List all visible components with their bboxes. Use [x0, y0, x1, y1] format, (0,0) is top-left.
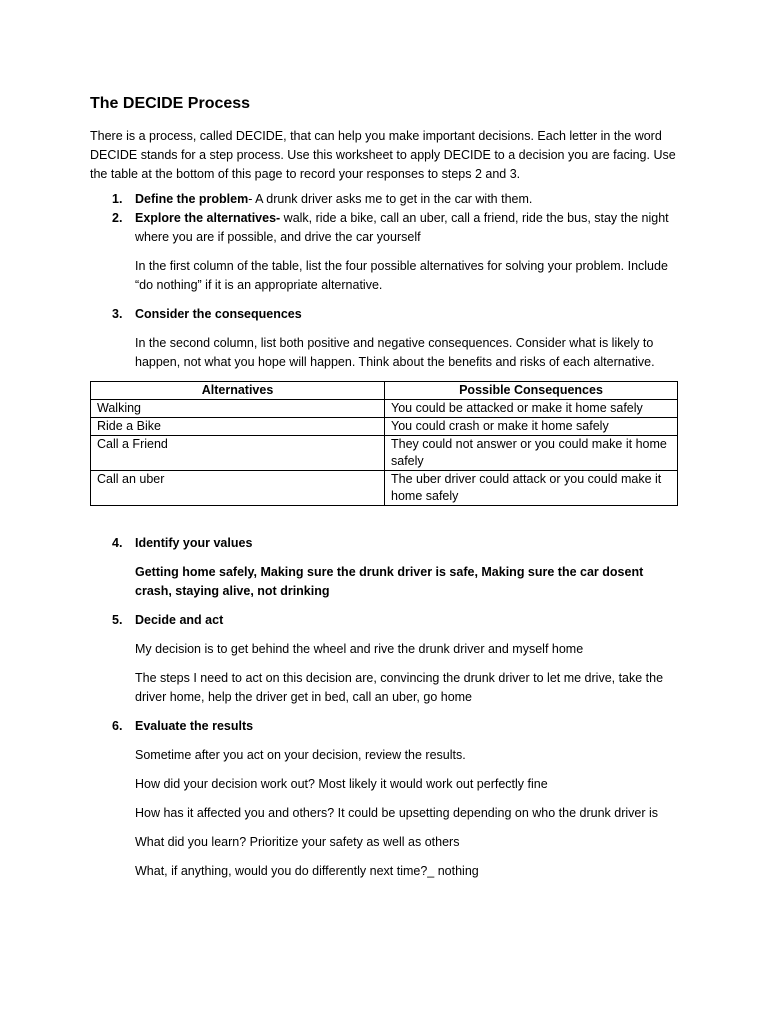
step-2-number: 2. [112, 211, 123, 225]
step-6-question-1: How did your decision work out? Most likely it would work out perfectly fine [135, 777, 548, 791]
step-6 [90, 717, 678, 736]
step-3-number: 3. [112, 307, 123, 321]
table-cell-alternative: Walking [91, 400, 385, 418]
table-row [91, 436, 678, 471]
table-cell-consequence: You could be attacked or make it home safely [385, 400, 678, 418]
step-4-title: Identify your values [135, 536, 253, 550]
step-5-decision: My decision is to get behind the wheel and rive the drunk driver and myself home [135, 642, 584, 656]
table-header-consequences: Possible Consequences [385, 382, 678, 400]
step-6-question-3: What did you learn? Prioritize your safety as well as others [135, 835, 460, 849]
step-6-number: 6. [112, 719, 123, 733]
step-1 [90, 190, 678, 209]
table-cell-alternative: Call an uber [91, 471, 385, 506]
step-5 [90, 611, 678, 630]
table-row [91, 418, 678, 436]
step-5-steps: The steps I need to act on this decision are, convincing the drunk driver to let me drive, take the driver home, help the driver get in bed, call an uber, go home [135, 671, 664, 704]
table-cell-alternative: Call a Friend [91, 436, 385, 471]
page-title: The DECIDE Process [90, 95, 251, 112]
step-6-title: Evaluate the results [135, 719, 254, 733]
step-2-note: In the first column of the table, list the four possible alternatives for solving your problem. Include “do nothing” if it is an appropriate alternative. [135, 259, 668, 292]
table-cell-consequence: You could crash or make it home safely [385, 418, 678, 436]
table-row [91, 400, 678, 418]
step-2-text: walk, ride a bike, call an uber, call a friend, ride the bus, stay the night where you are if possible, and drive the car yourself [135, 211, 669, 244]
table-row [91, 471, 678, 506]
step-3 [90, 305, 678, 324]
step-6-question-4: What, if anything, would you do differently next time?_ nothing [135, 864, 479, 878]
step-2-title: Explore the alternatives- [135, 211, 281, 225]
table-header-alternatives: Alternatives [91, 382, 385, 400]
step-4 [90, 534, 678, 553]
step-6-question-2: How has it affected you and others? It could be upsetting depending on who the drunk driver is [135, 806, 659, 820]
table-cell-consequence: The uber driver could attack or you could make it home safely [385, 471, 678, 506]
step-5-title: Decide and act [135, 613, 224, 627]
step-2 [90, 209, 678, 247]
step-3-title: Consider the consequences [135, 307, 302, 321]
step-4-number: 4. [112, 536, 123, 550]
intro-paragraph: There is a process, called DECIDE, that can help you make important decisions. Each letter in the word DECIDE stands for a step process. Use this worksheet to apply DECIDE to a decision you are facing. Use the table at the bottom of this page to record your responses to steps 2 and 3. [90, 129, 676, 181]
step-1-number: 1. [112, 192, 123, 206]
step-1-title: Define the problem [135, 192, 249, 206]
step-5-number: 5. [112, 613, 123, 627]
table-cell-alternative: Ride a Bike [91, 418, 385, 436]
step-3-note: In the second column, list both positive and negative consequences. Consider what is likely to happen, not what you hope will happen. Think about the benefits and risks of each alternative. [135, 336, 655, 369]
table-header-row [91, 382, 678, 400]
step-1-text: - A drunk driver asks me to get in the car with them. [248, 192, 533, 206]
step-6-intro: Sometime after you act on your decision, review the results. [135, 748, 466, 762]
step-4-answer: Getting home safely, Making sure the drunk driver is safe, Making sure the car dosent crash, staying alive, not drinking [135, 565, 644, 598]
table-cell-consequence: They could not answer or you could make it home safely [385, 436, 678, 471]
consequences-table [90, 381, 678, 506]
